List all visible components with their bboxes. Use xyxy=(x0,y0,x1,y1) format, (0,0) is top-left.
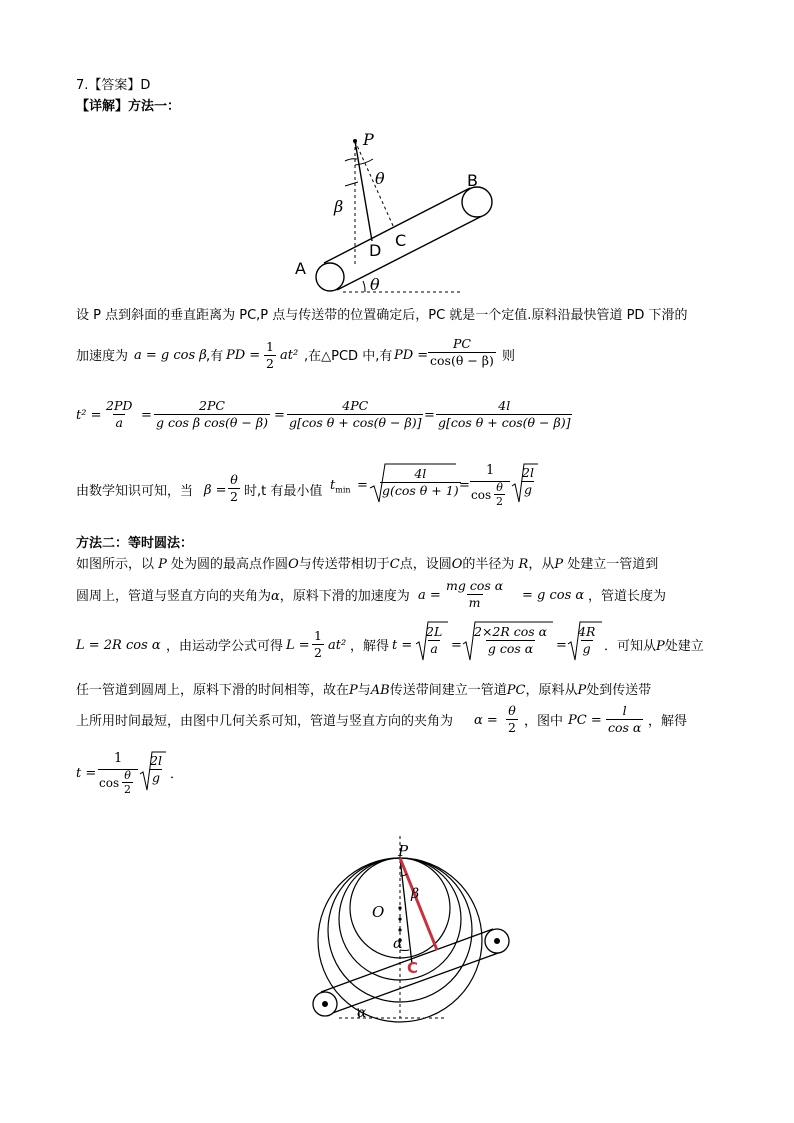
method-two-line-4: 任一管道到圆周上，原料下滑的时间相等，故在P与AB传送带间建立一管道PC，原料从P处到传送带 xyxy=(76,683,652,698)
eq-equals-2: = xyxy=(274,408,285,423)
m2-a-equals: a = xyxy=(418,588,441,603)
m2-t-equals: t = xyxy=(392,638,413,653)
accel-label: 加速度为 xyxy=(76,349,129,364)
pd-eq-label: PD = xyxy=(226,348,261,363)
fig2-label-alpha-base: α xyxy=(357,1005,367,1021)
min-text-b: 时,t 有最小值 xyxy=(244,484,323,499)
fig1-label-d: D xyxy=(369,241,382,260)
m2-l-equals-2rcos: L = 2R cos α xyxy=(76,638,161,653)
m2-final-t-equals: t = xyxy=(76,766,97,781)
min-equals-2: = xyxy=(459,478,470,493)
fig1-label-theta-base: θ xyxy=(370,275,380,294)
min-text-a: 由数学知识可知，当 xyxy=(76,484,194,499)
m2-sqrt-4r-over-g: $\frac{4R}{g}$ xyxy=(578,624,596,656)
m2-half-fraction: $\frac{1}{2}$ xyxy=(314,628,322,660)
fig2-label-beta: β xyxy=(411,886,420,902)
min-theta-half: $\frac{\theta}{2}$ xyxy=(230,472,238,504)
t-min-symbol: $t_{min}$ xyxy=(330,478,351,495)
method-one-paragraph: 设 P 点到斜面的垂直距离为 PC,P 点与传送带的位置确定后，PC 就是一个定值.原料沿最快管道 PD 下滑的 xyxy=(76,308,688,323)
min-root-fraction: $\frac{4l}{\text{g(cos θ + 1)}}$ xyxy=(382,466,459,498)
half-fraction: $\frac{1}{2}$ xyxy=(266,339,274,371)
min-beta: β = xyxy=(204,483,227,498)
fig1-label-beta: β xyxy=(334,197,344,216)
eq-fraction-1: $\frac{2PD}{a}$ xyxy=(106,398,133,430)
pd-eq-label-2: PD = xyxy=(394,348,429,363)
fig2-label-o: O xyxy=(372,903,385,921)
fig1-label-b: B xyxy=(467,171,478,190)
m2-line3-tail: ．可知从P处建立 xyxy=(604,639,704,654)
eq-fraction-3: $\frac{4PC}{\text{g[cos θ + cos(θ − β)]}}$ xyxy=(289,398,422,430)
m2-g-cos-alpha: = g cos α xyxy=(522,588,585,603)
question-number-answer: 7.【答案】D xyxy=(76,78,151,93)
m2-equals-b: = xyxy=(556,638,567,653)
eq-fraction-4: $\frac{4l}{\text{g[cos θ + cos(θ − β)]}}$ xyxy=(438,398,571,430)
fig1-label-theta: θ xyxy=(375,169,385,188)
min-equals: = xyxy=(357,478,368,493)
method-two-line-5a: 上所用时间最短，由图中几何关系可知，管道与竖直方向的夹角为 xyxy=(76,714,454,729)
min-cos-theta-half: $\frac{\theta}{2}$ xyxy=(496,481,503,508)
m2-at-squared: at² xyxy=(328,638,347,653)
pc-over-cos-fraction: $\frac{PC}{\cos(\theta - \beta)}$ xyxy=(430,336,494,368)
equal-time-circle-diagram xyxy=(305,832,525,1032)
fig1-label-c: C xyxy=(395,231,407,250)
method-two-title: 方法二：等时圆法： xyxy=(76,536,194,551)
detail-method-one-label: 【详解】方法一： xyxy=(76,99,181,114)
m2-final-dot: ． xyxy=(170,767,184,782)
triangle-pcd-text: ,在△PCD 中,有 xyxy=(304,349,393,364)
m2-sqrt-2x2rcos-fraction: $\frac{\text{2×2R cos α}}{\text{g cos α}}$ xyxy=(474,624,548,656)
fig1-label-p: P xyxy=(363,130,374,149)
m2-final-cos: cos xyxy=(99,776,120,790)
t-squared-label: t² = xyxy=(76,408,102,423)
eq-equals-1: = xyxy=(141,408,152,423)
method-two-line-1: 如图所示，以 P 处为圆的最高点作圆O与传送带相切于C点，设圆O的半径为 R，从P 处建立一管道到 xyxy=(76,557,659,572)
m2-pipe-length-text: ，管道长度为 xyxy=(588,589,667,604)
eq-equals-3: = xyxy=(424,408,435,423)
min-sqrt-2l-over-g: $\frac{2l}{g}$ xyxy=(522,465,534,497)
conveyor-diagram-one xyxy=(285,128,515,300)
m2-sqrt-2l-over-a: $\frac{2L}{a}$ xyxy=(426,624,443,656)
m2-theta-half: $\frac{\theta}{2}$ xyxy=(508,703,516,735)
m2-l-over-cos-alpha: $\frac{l}{\text{cos α}}$ xyxy=(608,703,642,735)
m2-line5-mid: ，图中 xyxy=(524,714,564,729)
m2-pc-equals: PC = xyxy=(568,713,602,728)
m2-final-theta-half: $\frac{\theta}{2}$ xyxy=(124,769,131,796)
min-one: 1 xyxy=(486,463,495,478)
method-two-line-2a: 圆周上，管道与竖直方向的夹角为α，原料下滑的加速度为 xyxy=(76,589,410,604)
m2-equals-a: = xyxy=(451,638,462,653)
m2-line5-tail: ，解得 xyxy=(648,714,688,729)
m2-final-sqrt-2l-over-g: $\frac{2l}{g}$ xyxy=(150,753,162,785)
min-cos: cos xyxy=(471,488,492,502)
eq-fraction-2: $\frac{2PC}{\text{g cos β cos(θ − β)}}$ xyxy=(156,398,268,430)
fig2-label-c: C xyxy=(407,959,419,977)
fig2-label-alpha: α xyxy=(393,936,403,952)
fig1-label-a: A xyxy=(295,259,306,278)
fig2-label-p: P xyxy=(398,842,409,860)
accel-formula: a = g cos β xyxy=(134,348,207,363)
m2-final-one: 1 xyxy=(114,751,123,766)
accel-text-you: ,有 xyxy=(206,349,224,364)
m2-alpha-equals: α = xyxy=(474,713,498,728)
then-text: 则 xyxy=(502,349,516,364)
m2-l-equals: L = xyxy=(286,638,310,653)
at-squared: at² xyxy=(280,348,299,363)
m2-kinematics-text: ，由运动学公式可得 xyxy=(166,639,284,654)
m2-accel-fraction: $\frac{\text{mg cos α}}{m}$ xyxy=(446,578,504,610)
m2-solve-text: ，解得 xyxy=(350,639,390,654)
